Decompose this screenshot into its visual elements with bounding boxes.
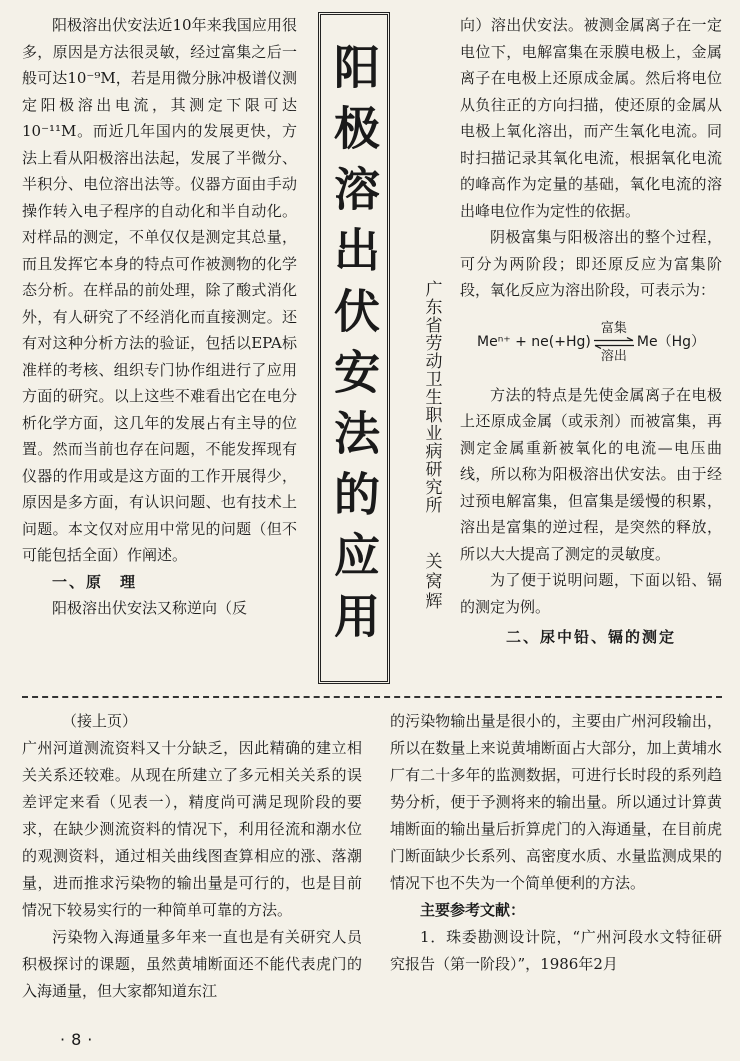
article-title: 阳极溶出伏安法的应用 — [327, 43, 381, 653]
byline-institution: 广东省劳动卫生职业病研究所 — [421, 280, 442, 514]
continued-paragraph-2: 污染物入海通量多年来一直也是有关研究人员积极探讨的课题，虽然黄埔断面还不能代表虎门的入海通量，但大家都知道东江 — [22, 928, 362, 1000]
intro-paragraph: 阳极溶出伏安法近10年来我国应用很多，原因是方法很灵敏，经过富集之后一般可达10⁻⁹M，若是用微分脉冲极谱仪测定阳极溶出电流，其测定下限可达10⁻¹¹M。而近几年国内的发展更快，方法上看从阳极溶出法起，发展了半微分、半积分、电位溶出法等。仪器方面由手动操作转入电子程序的自动化和半自动化。对样品的测定，不单仅仅是测定其总量，而且发挥它本身的特点可作被测物的化学态分析。在样品的前处理，除了酸式消化外，有人研究了不经消化而直接测定。还有对这种分析方法的验证，包括以EPA标准样的考核、组织专门协作组进行了应用方面的研究。以上这些不难看出它在电分析化学方面，这几年的发展占有主导的位置。然而当前也存在问题，不能发挥现有仪器的作用或是这方面的工作开展得少，原因是多方面，有认识问题、也有技术上问题。本文仅对应用中常见的问题（但不可能包括全面）作阐述。 — [22, 16, 297, 564]
title-box — [318, 12, 390, 684]
principle-paragraph: 向）溶出伏安法。被测金属离子在一定电位下，电解富集在汞膜电极上，金属离子在电极上还原成金属。然后将电位从负往正的方向扫描，使还原的金属从电极上氧化溶出，而产生氧化电流。同时扫描记录其氧化电流，根据氧化电流的峰高作为定量的基础，氧化电流的溶出峰电位作为定性的依据。 — [460, 16, 722, 220]
section2-heading: 二、尿中铅、镉的测定 — [505, 628, 676, 646]
equation-left: Meⁿ⁺ + ne(+Hg) — [477, 334, 591, 351]
equation-bottom-label: 溶出 — [600, 348, 627, 364]
section1-start: 阳极溶出伏安法又称逆向（反 — [52, 599, 248, 617]
equation-right: Me（Hg） — [636, 334, 705, 351]
stages-paragraph: 阴极富集与阳极溶出的整个过程，可分为两阶段；即还原反应为富集阶段，氧化反应为溶出阶段，可表示为： — [460, 228, 722, 299]
section1-heading: 一、原 理 — [52, 572, 138, 591]
article-right-column — [460, 12, 722, 651]
continued-paragraph-1: 广州河道测流资料又十分缺乏，因此精确的建立相关关系还较难。从现在所建立了多元相关关系的误差评定来看（见表一），精度尚可满足现阶段的要求，在缺少测流资料的情况下，利用径流和潮水位的观测资料，通过相关曲线图查算相应的涨、落潮量，进而推求污染物的输出量是可行的，也是目前情况下较易实行的一种简单可靠的方法。 — [22, 739, 362, 919]
example-paragraph: 为了便于说明问题，下面以铅、镉的测定为例。 — [460, 571, 722, 616]
equilibrium-arrow-icon — [593, 337, 635, 349]
reaction-equation — [460, 308, 722, 378]
equation-top-label: 富集 — [600, 320, 627, 336]
byline — [412, 280, 452, 680]
references-heading: 主要参考文献： — [420, 901, 526, 919]
continued-label: （接上页） — [62, 712, 138, 730]
reference-1: 1．珠委勘测设计院，“广州河段水文特征研究报告（第一阶段）”，1986年2月 — [390, 928, 722, 973]
section-divider — [22, 696, 722, 698]
article-left-column — [22, 12, 297, 622]
page-number: ·8· — [60, 1030, 99, 1049]
continued-right-column — [390, 708, 722, 978]
byline-author: 关窝辉 — [421, 552, 442, 612]
continued-left-column — [22, 708, 362, 1005]
continued-paragraph-3: 的污染物输出量是很小的，主要由广州河段输出，所以在数量上来说黄埔断面占大部分，加上黄埔水厂有二十多年的监测数据，可进行长时段的系列趋势分析，便于予测将来的输出量。所以通过计算黄埔断面的输出量后折算虎门的入海通量，在目前虎门断面缺少长系列、高密度水质、水量监测成果的情况下也不失为一个简单便利的方法。 — [390, 712, 722, 892]
features-paragraph: 方法的特点是先使金属离子在电极上还原成金属（或汞剂）而被富集，再测定金属重新被氧化的电流—电压曲线，所以称为阳极溶出伏安法。由于经过预电解富集，但富集是缓慢的积累，溶出是富集的逆过程，是突然的释放，所以大大提高了测定的灵敏度。 — [460, 385, 722, 563]
equilibrium-arrows — [593, 321, 635, 365]
